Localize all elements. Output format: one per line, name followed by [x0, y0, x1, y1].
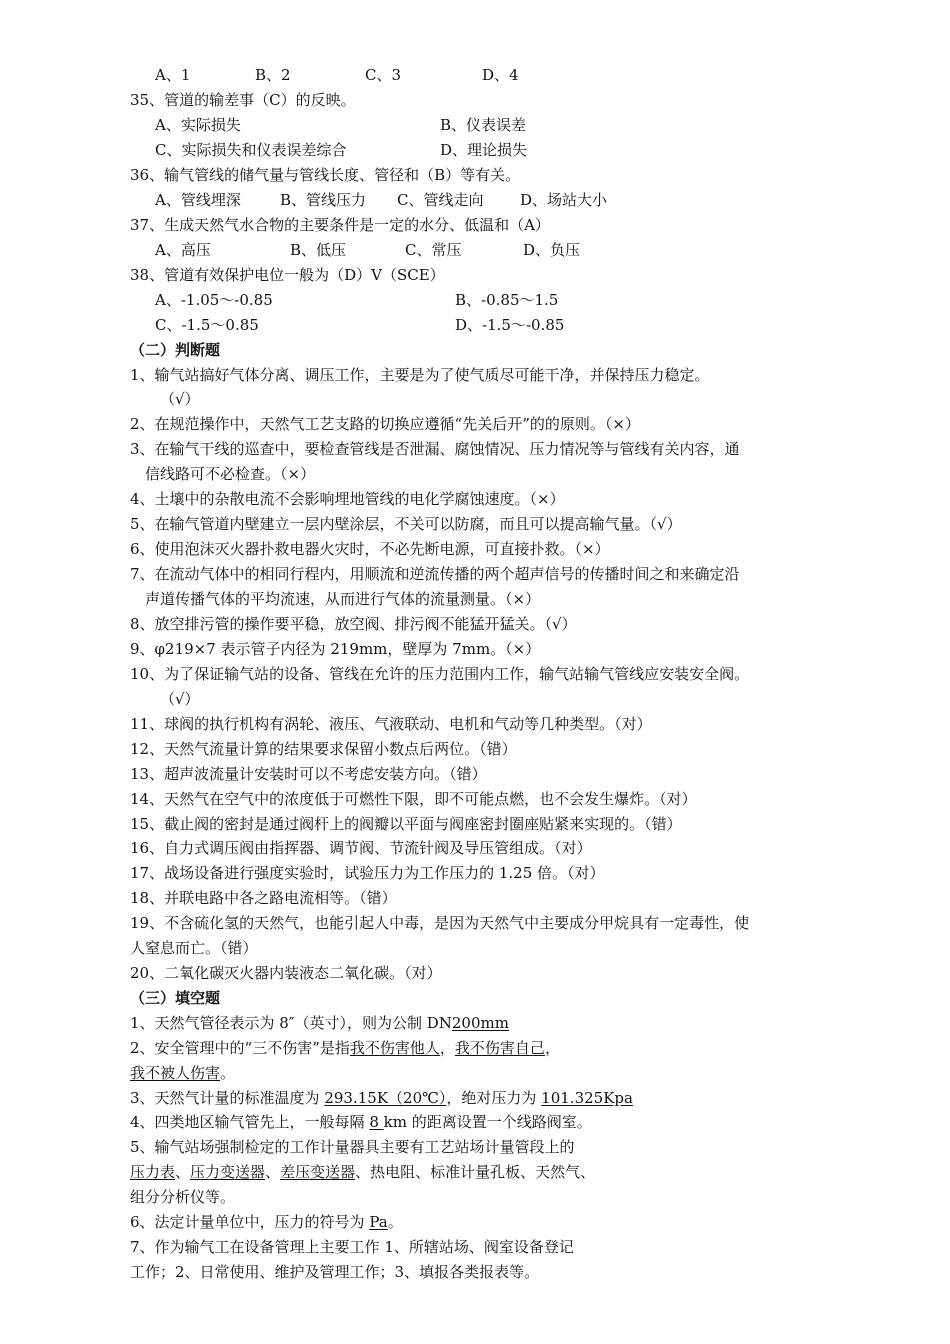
- judge-q19-line2: 人窒息而亡。（错）: [130, 939, 258, 957]
- judge-q16: 16、自力式调压阀由指挥器、调节阀、节流针阀及导压管组成。（对）: [130, 839, 592, 857]
- fill-q3-text: 3、天然气计量的标准温度为: [130, 1089, 325, 1107]
- fill-q4: [130, 1112, 592, 1132]
- judge-q15: 15、截止阀的密封是通过阀杆上的阀瓣以平面与阀座密封圈座贴紧来实现的。（错）: [130, 815, 682, 833]
- q37-option-a: A、高压: [155, 241, 211, 259]
- judge-section-heading: （二）判断题: [130, 341, 221, 359]
- fill-q5-answer-2: 压力变送器: [190, 1163, 266, 1181]
- judge-q11: 11、球阀的执行机构有涡轮、液压、气液联动、电机和气动等几种类型。（对）: [130, 715, 652, 733]
- fill-q6-post: 。: [387, 1213, 403, 1231]
- fill-q2-text: 2、安全管理中的“三不伤害”是指: [130, 1039, 350, 1057]
- fill-q2-answer-3: 我不被人伤害: [130, 1064, 221, 1082]
- judge-q3-line2: 信线路可不必检查。（×）: [145, 465, 316, 483]
- fill-q4-answer: 8: [369, 1113, 384, 1131]
- q38-option-d: D、-1.5～-0.85: [455, 316, 565, 334]
- fill-section-heading: （三）填空题: [130, 989, 221, 1007]
- fill-q6-answer: Pa: [369, 1213, 388, 1231]
- q35-option-c: C、实际损失和仪表误差综合: [155, 141, 347, 159]
- judge-q1-line1: 1、输气站搞好气体分离、调压工作，主要是为了使气质尽可能干净，并保持压力稳定。: [130, 366, 710, 384]
- judge-q1-line2: （√）: [160, 390, 200, 408]
- fill-q7-line1: 7、作为输气工在设备管理上主要工作 1、所辖站场、阀室设备登记: [130, 1238, 574, 1256]
- q38-stem: 38、管道有效保护电位一般为（D）V（SCE）: [130, 266, 445, 284]
- fill-q5-sep2: 、: [265, 1163, 281, 1181]
- q34-option-d: D、4: [482, 66, 519, 84]
- fill-q5-line2: [130, 1162, 595, 1182]
- judge-q19-line1: 19、不含硫化氢的天然气，也能引起人中毒，是因为天然气中主要成分甲烷具有一定毒性，使: [130, 914, 750, 932]
- fill-q1: [130, 1013, 509, 1033]
- judge-q2: 2、在规范操作中，天然气工艺支路的切换应遵循“先关后开”的的原则。（×）: [130, 415, 640, 433]
- q36-option-b: B、管线压力: [280, 191, 367, 209]
- fill-q5-line1: 5、输气站场强制检定的工作计量器具主要有工艺站场计量管段上的: [130, 1138, 575, 1156]
- q35-stem: 35、管道的输差事（C）的反映。: [130, 91, 356, 109]
- q34-option-c: C、3: [365, 66, 402, 84]
- q38-option-b: B、-0.85～1.5: [455, 291, 559, 309]
- fill-q5-rest: 、热电阻、标准计量孔板、天然气、: [355, 1163, 596, 1181]
- judge-q3-line1: 3、在输气干线的巡查中，要检查管线是否泄漏、腐蚀情况、压力情况等与管线有关内容，通: [130, 440, 740, 458]
- fill-q2-answer-2: 我不伤害自己: [454, 1039, 545, 1057]
- q36-option-d: D、场站大小: [520, 191, 608, 209]
- judge-q12: 12、天然气流量计算的结果要求保留小数点后两位。（错）: [130, 740, 517, 758]
- q34-option-a: A、1: [155, 66, 191, 84]
- judge-q10-line1: 10、为了保证输气站的设备、管线在允许的压力范围内工作，输气站输气管线应安装安全阀。: [130, 665, 750, 683]
- fill-q5-line3: 组分分析仪等。: [130, 1188, 236, 1206]
- judge-q7-line2: 声道传播气体的平均流速，从而进行气体的流量测量。（×）: [145, 590, 541, 608]
- fill-q3: [130, 1088, 633, 1108]
- q38-option-c: C、-1.5～0.85: [155, 316, 259, 334]
- judge-q17: 17、战场设备进行强度实验时，试验压力为工作压力的 1.25 倍。（对）: [130, 864, 605, 882]
- q35-option-b: B、仪表误差: [440, 116, 527, 134]
- q37-option-c: C、常压: [405, 241, 462, 259]
- q36-option-c: C、管线走向: [397, 191, 484, 209]
- fill-q5-answer-3: 差压变送器: [280, 1163, 356, 1181]
- fill-q4-text: 4、四类地区输气管先上，一般每隔: [130, 1113, 370, 1131]
- fill-q3-answer-2: 101.325Kpa: [541, 1089, 633, 1107]
- q36-stem: 36、输气管线的储气量与管线长度、管径和（B）等有关。: [130, 166, 521, 184]
- fill-q1-text: 1、天然气管径表示为 8″（英寸），则为公制 DN: [130, 1014, 452, 1032]
- judge-q9: 9、φ219×7 表示管子内径为 219mm，壁厚为 7mm。（×）: [130, 640, 541, 658]
- judge-q7-line1: 7、在流动气体中的相同行程内，用顺流和逆流传播的两个超声信号的传播时间之和来确定沿: [130, 565, 740, 583]
- fill-q7-line2: 工作；2、日常使用、维护及管理工作；3、填报各类报表等。: [130, 1263, 540, 1281]
- q35-option-a: A、实际损失: [155, 116, 241, 134]
- q36-option-a: A、管线埋深: [155, 191, 241, 209]
- fill-q5-answer-1: 压力表: [130, 1163, 176, 1181]
- judge-q6: 6、使用泡沫灭火器扑救电器火灾时，不必先断电源，可直接扑救。（×）: [130, 540, 610, 558]
- fill-q5-sep1: 、: [175, 1163, 191, 1181]
- fill-q4-post: km 的距离设置一个线路阀室。: [383, 1113, 592, 1131]
- q37-option-d: D、负压: [523, 241, 581, 259]
- fill-q6: [130, 1212, 403, 1232]
- fill-q6-text: 6、法定计量单位中，压力的符号为: [130, 1213, 370, 1231]
- judge-q8: 8、放空排污管的操作要平稳，放空阀、排污阀不能猛开猛关。（√）: [130, 615, 577, 633]
- fill-q2-line2: [130, 1063, 235, 1083]
- q35-option-d: D、理论损失: [440, 141, 528, 159]
- judge-q10-line2: （√）: [160, 690, 200, 708]
- judge-q5: 5、在输气管道内壁建立一层内壁涂层，不关可以防腐，而且可以提高输气量。（√）: [130, 515, 682, 533]
- fill-q2-sep: ，: [439, 1039, 455, 1057]
- fill-q2-post: ，: [544, 1039, 560, 1057]
- fill-q2-end: 。: [220, 1064, 236, 1082]
- fill-q2-answer-1: 我不伤害他人: [349, 1039, 440, 1057]
- judge-q13: 13、超声波流量计安装时可以不考虑安装方向。（错）: [130, 765, 487, 783]
- q37-option-b: B、低压: [290, 241, 347, 259]
- fill-q3-mid: ，绝对压力为: [446, 1089, 542, 1107]
- q34-option-b: B、2: [255, 66, 291, 84]
- q38-option-a: A、-1.05～-0.85: [155, 291, 273, 309]
- fill-q2-line1: [130, 1038, 560, 1058]
- fill-q1-answer: 200mm: [451, 1014, 509, 1032]
- judge-q4: 4、土壤中的杂散电流不会影响埋地管线的电化学腐蚀速度。（×）: [130, 490, 565, 508]
- q37-stem: 37、生成天然气水合物的主要条件是一定的水分、低温和（A）: [130, 216, 550, 234]
- fill-q3-answer-1: 293.15K（20℃）: [324, 1089, 447, 1107]
- judge-q18: 18、并联电路中各之路电流相等。（错）: [130, 889, 397, 907]
- judge-q20: 20、二氧化碳灭火器内装液态二氧化碳。（对）: [130, 964, 442, 982]
- judge-q14: 14、天然气在空气中的浓度低于可燃性下限，即不可能点燃，也不会发生爆炸。（对）: [130, 790, 697, 808]
